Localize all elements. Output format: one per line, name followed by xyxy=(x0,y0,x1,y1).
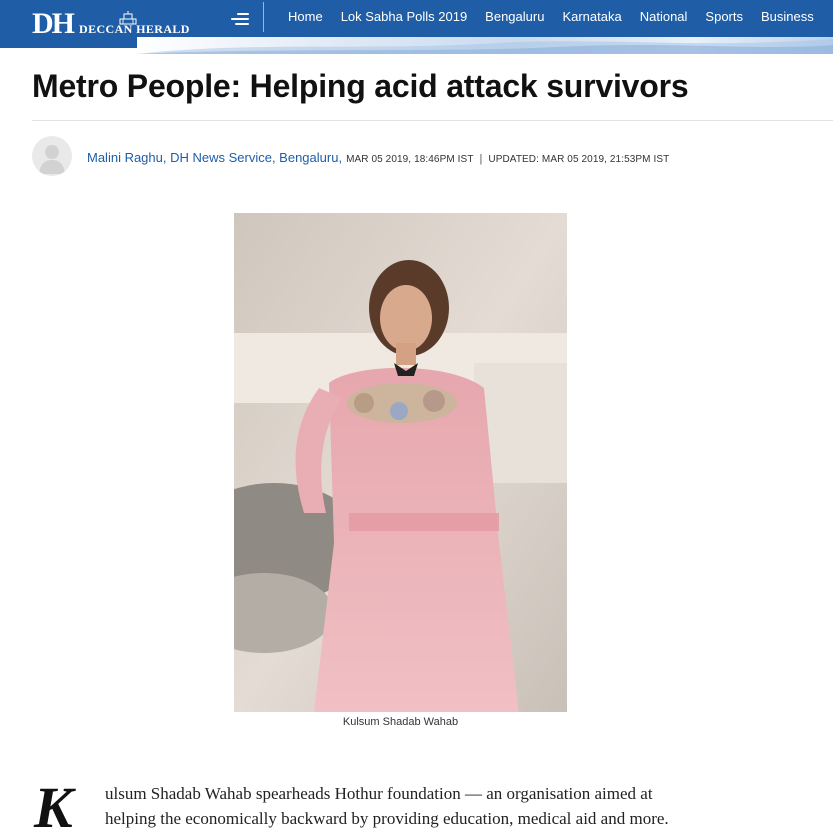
main-nav xyxy=(288,0,832,32)
hamburger-menu-icon[interactable] xyxy=(229,11,249,29)
nav-item-lok-sabha-polls[interactable]: Lok Sabha Polls 2019 xyxy=(340,8,468,24)
author-avatar-icon[interactable] xyxy=(32,136,72,176)
drop-cap: K xyxy=(34,775,73,840)
nav-item-sports[interactable]: Sports xyxy=(705,8,743,24)
nav-item-bengaluru[interactable]: Bengaluru xyxy=(485,8,545,24)
site-logo[interactable] xyxy=(32,7,190,40)
updated-timestamp: UPDATED: MAR 05 2019, 21:53PM IST xyxy=(488,154,670,165)
nav-item-home[interactable]: Home xyxy=(288,8,323,24)
user-silhouette-icon xyxy=(32,136,72,176)
published-timestamp: MAR 05 2019, 18:46PM IST xyxy=(346,154,474,165)
byline-separator: | xyxy=(479,153,483,165)
photo-illustration xyxy=(234,213,567,712)
article-headline: Metro People: Helping acid attack survivors xyxy=(32,68,689,104)
logo-name: DECCAN HERALD xyxy=(79,22,190,36)
logo-mark: DH xyxy=(32,7,73,40)
headline-divider xyxy=(32,120,833,121)
body-line-1: ulsum Shadab Wahab spearheads Hothur foundation — an organisation aimed at xyxy=(105,784,653,803)
author-link[interactable]: Malini Raghu, DH News Service, Bengaluru, xyxy=(87,150,343,165)
nav-item-national[interactable]: National xyxy=(639,8,688,24)
body-line-2: helping the economically backward by providing education, medical aid and more. xyxy=(105,809,669,828)
photo-caption: Kulsum Shadab Wahab xyxy=(342,716,459,728)
nav-item-business[interactable]: Business xyxy=(761,8,814,24)
nav-divider xyxy=(263,2,264,32)
article-body-first-paragraph xyxy=(105,781,765,831)
header-wave-decoration xyxy=(137,37,833,54)
nav-item-karnataka[interactable]: Karnataka xyxy=(562,8,622,24)
byline xyxy=(87,150,669,165)
article-photo[interactable] xyxy=(234,213,567,712)
